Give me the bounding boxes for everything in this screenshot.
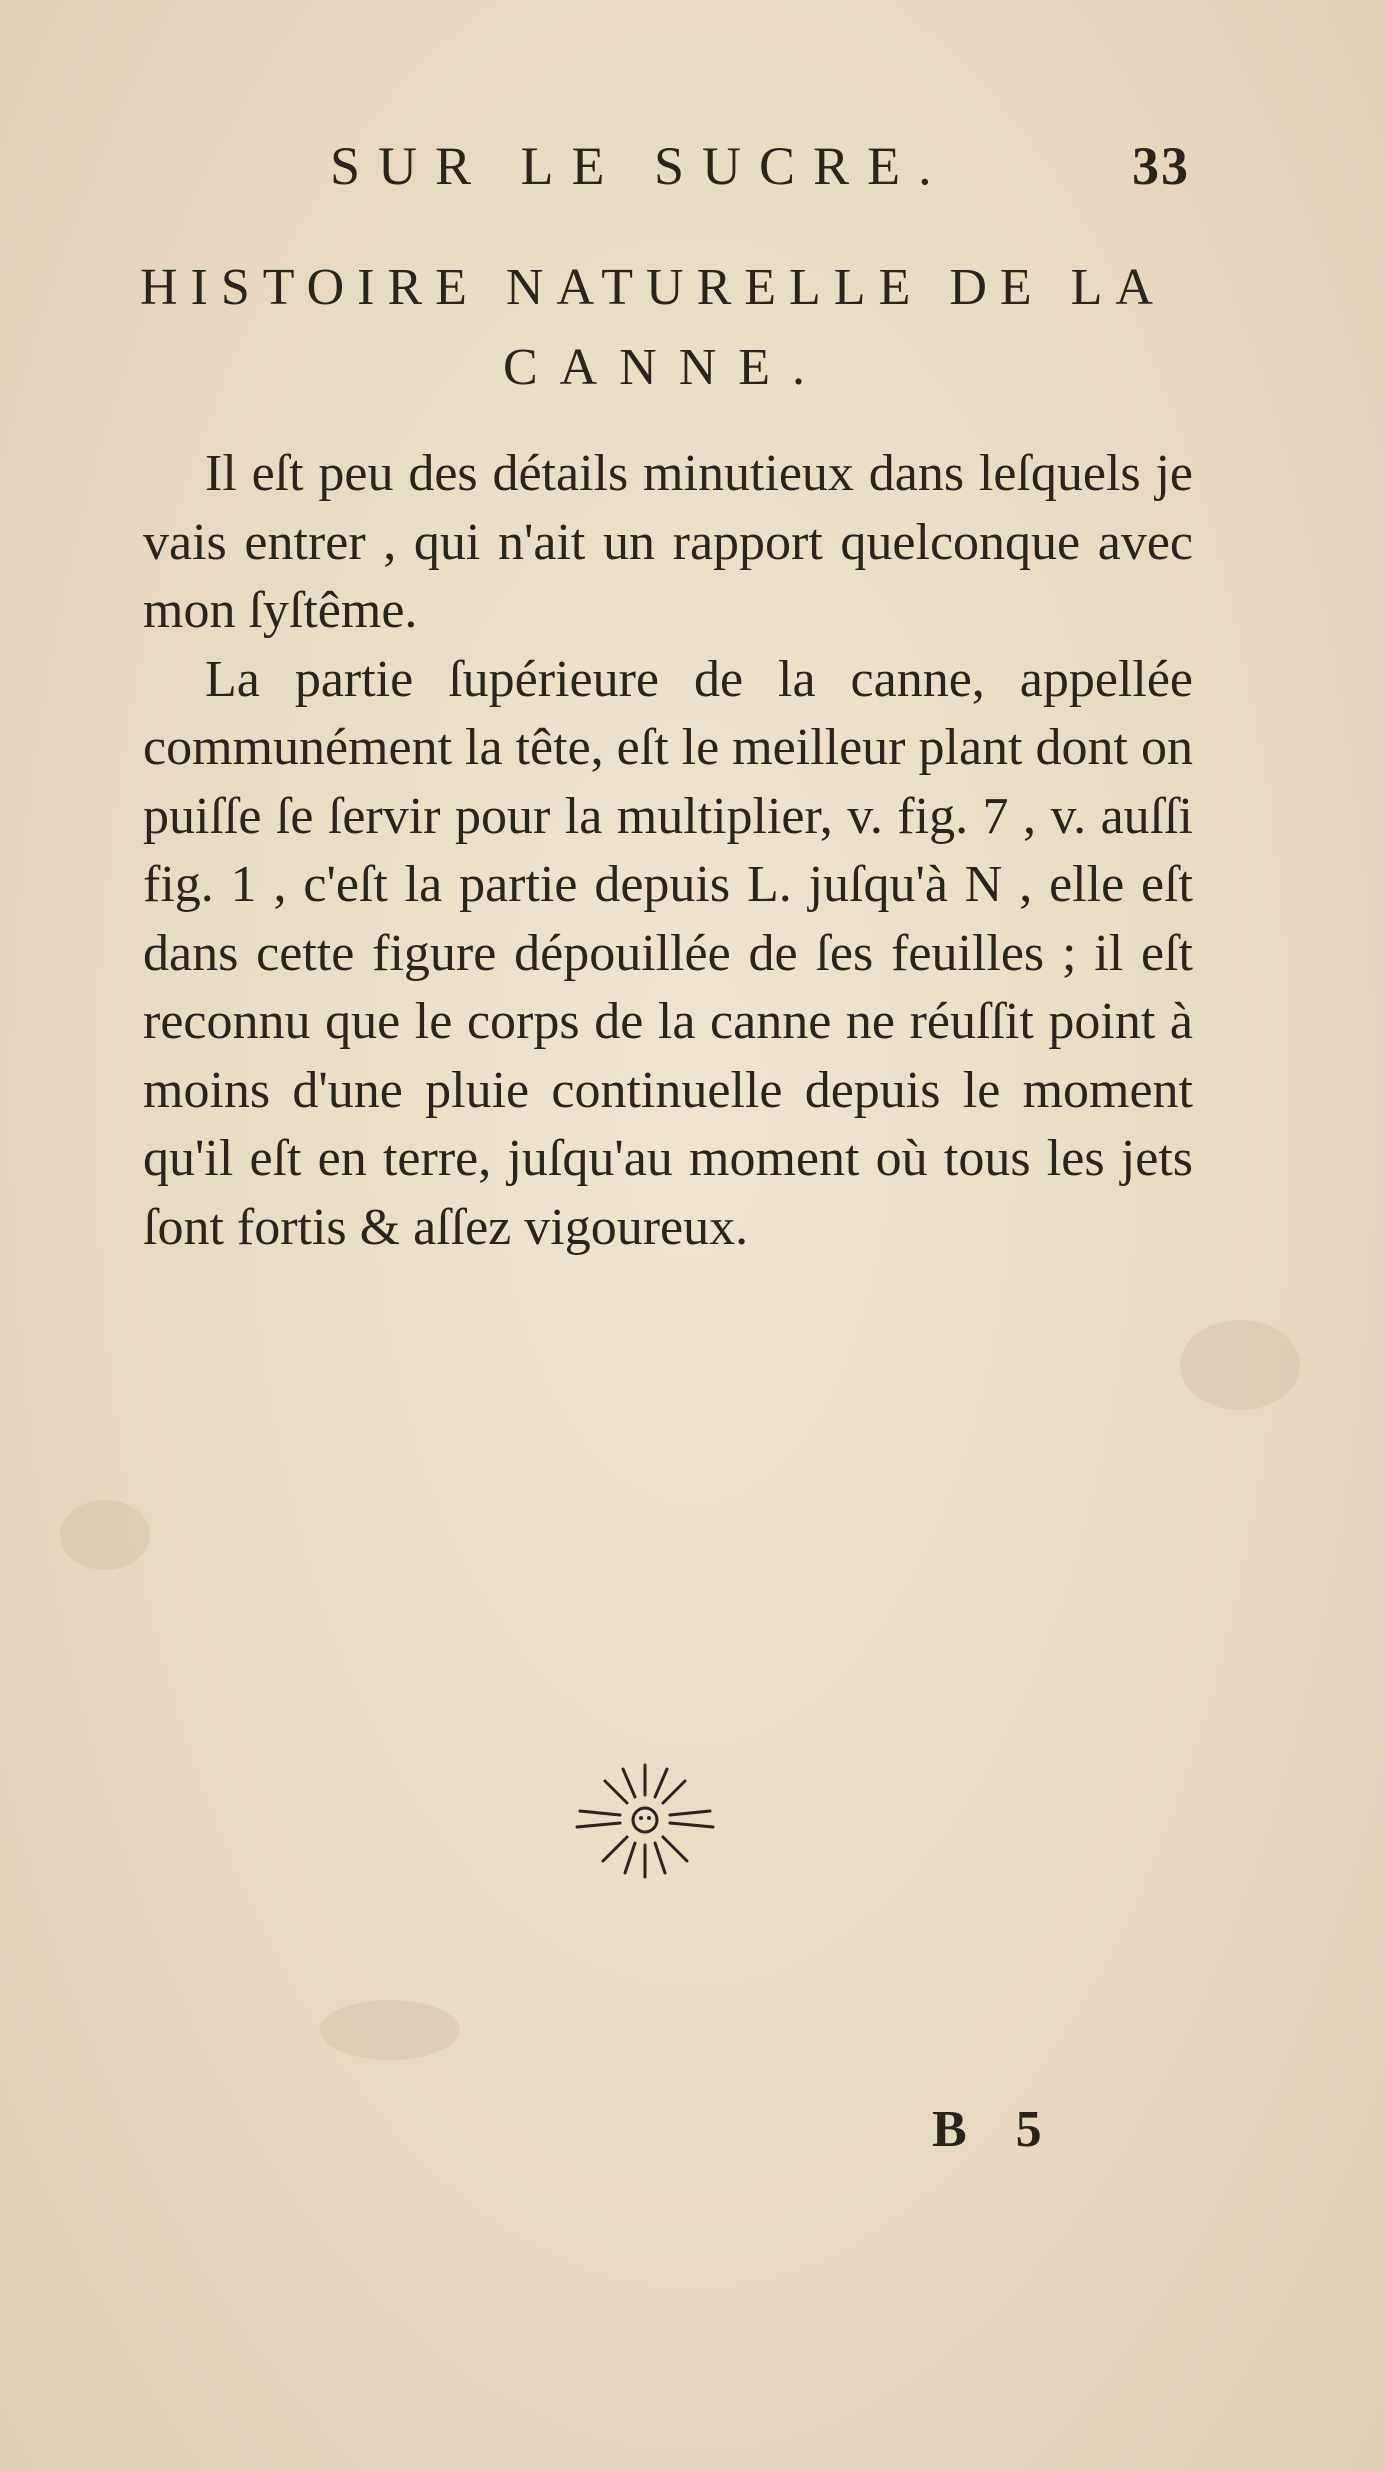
page-number: 33 — [1132, 136, 1190, 196]
sun-ornament-icon — [565, 1755, 725, 1885]
paper-stain — [320, 2000, 460, 2060]
running-head — [330, 135, 1190, 197]
section-title-line-2: CANNE. — [502, 339, 828, 396]
body-text — [143, 440, 1193, 1262]
section-title-line-1: HISTOIRE NATURELLE DE LA — [140, 259, 1166, 316]
paper-stain — [1180, 1320, 1300, 1410]
paragraph-2: La partie ſupérieure de la canne, appellée communément la tête, eſt le meilleur plant dont on puiſſe ſe ſervir pour la multiplier, v. fig. 7 , v. auſſi fig. 1 , c'eſt la partie depuis L. juſqu'à N , elle eſt dans cette figure dépouillée de ſes feuilles ; il eſt reconnu que le corps de la canne ne réuſſit point à moins d'une pluie continuelle depuis le moment qu'il eſt en terre, juſqu'au moment où tous les jets ſont fortis & aſſez vigoureux. — [143, 650, 1193, 1256]
section-title — [140, 248, 1190, 408]
running-head-title: SUR LE SUCRE. — [330, 136, 950, 196]
signature-mark: B 5 — [932, 2101, 1060, 2158]
paragraph-1: Il eſt peu des détails minutieux dans leſquels je vais entrer , qui n'ait un rapport quelconque avec mon ſyſtême. — [143, 445, 1193, 639]
paper-stain — [60, 1500, 150, 1570]
